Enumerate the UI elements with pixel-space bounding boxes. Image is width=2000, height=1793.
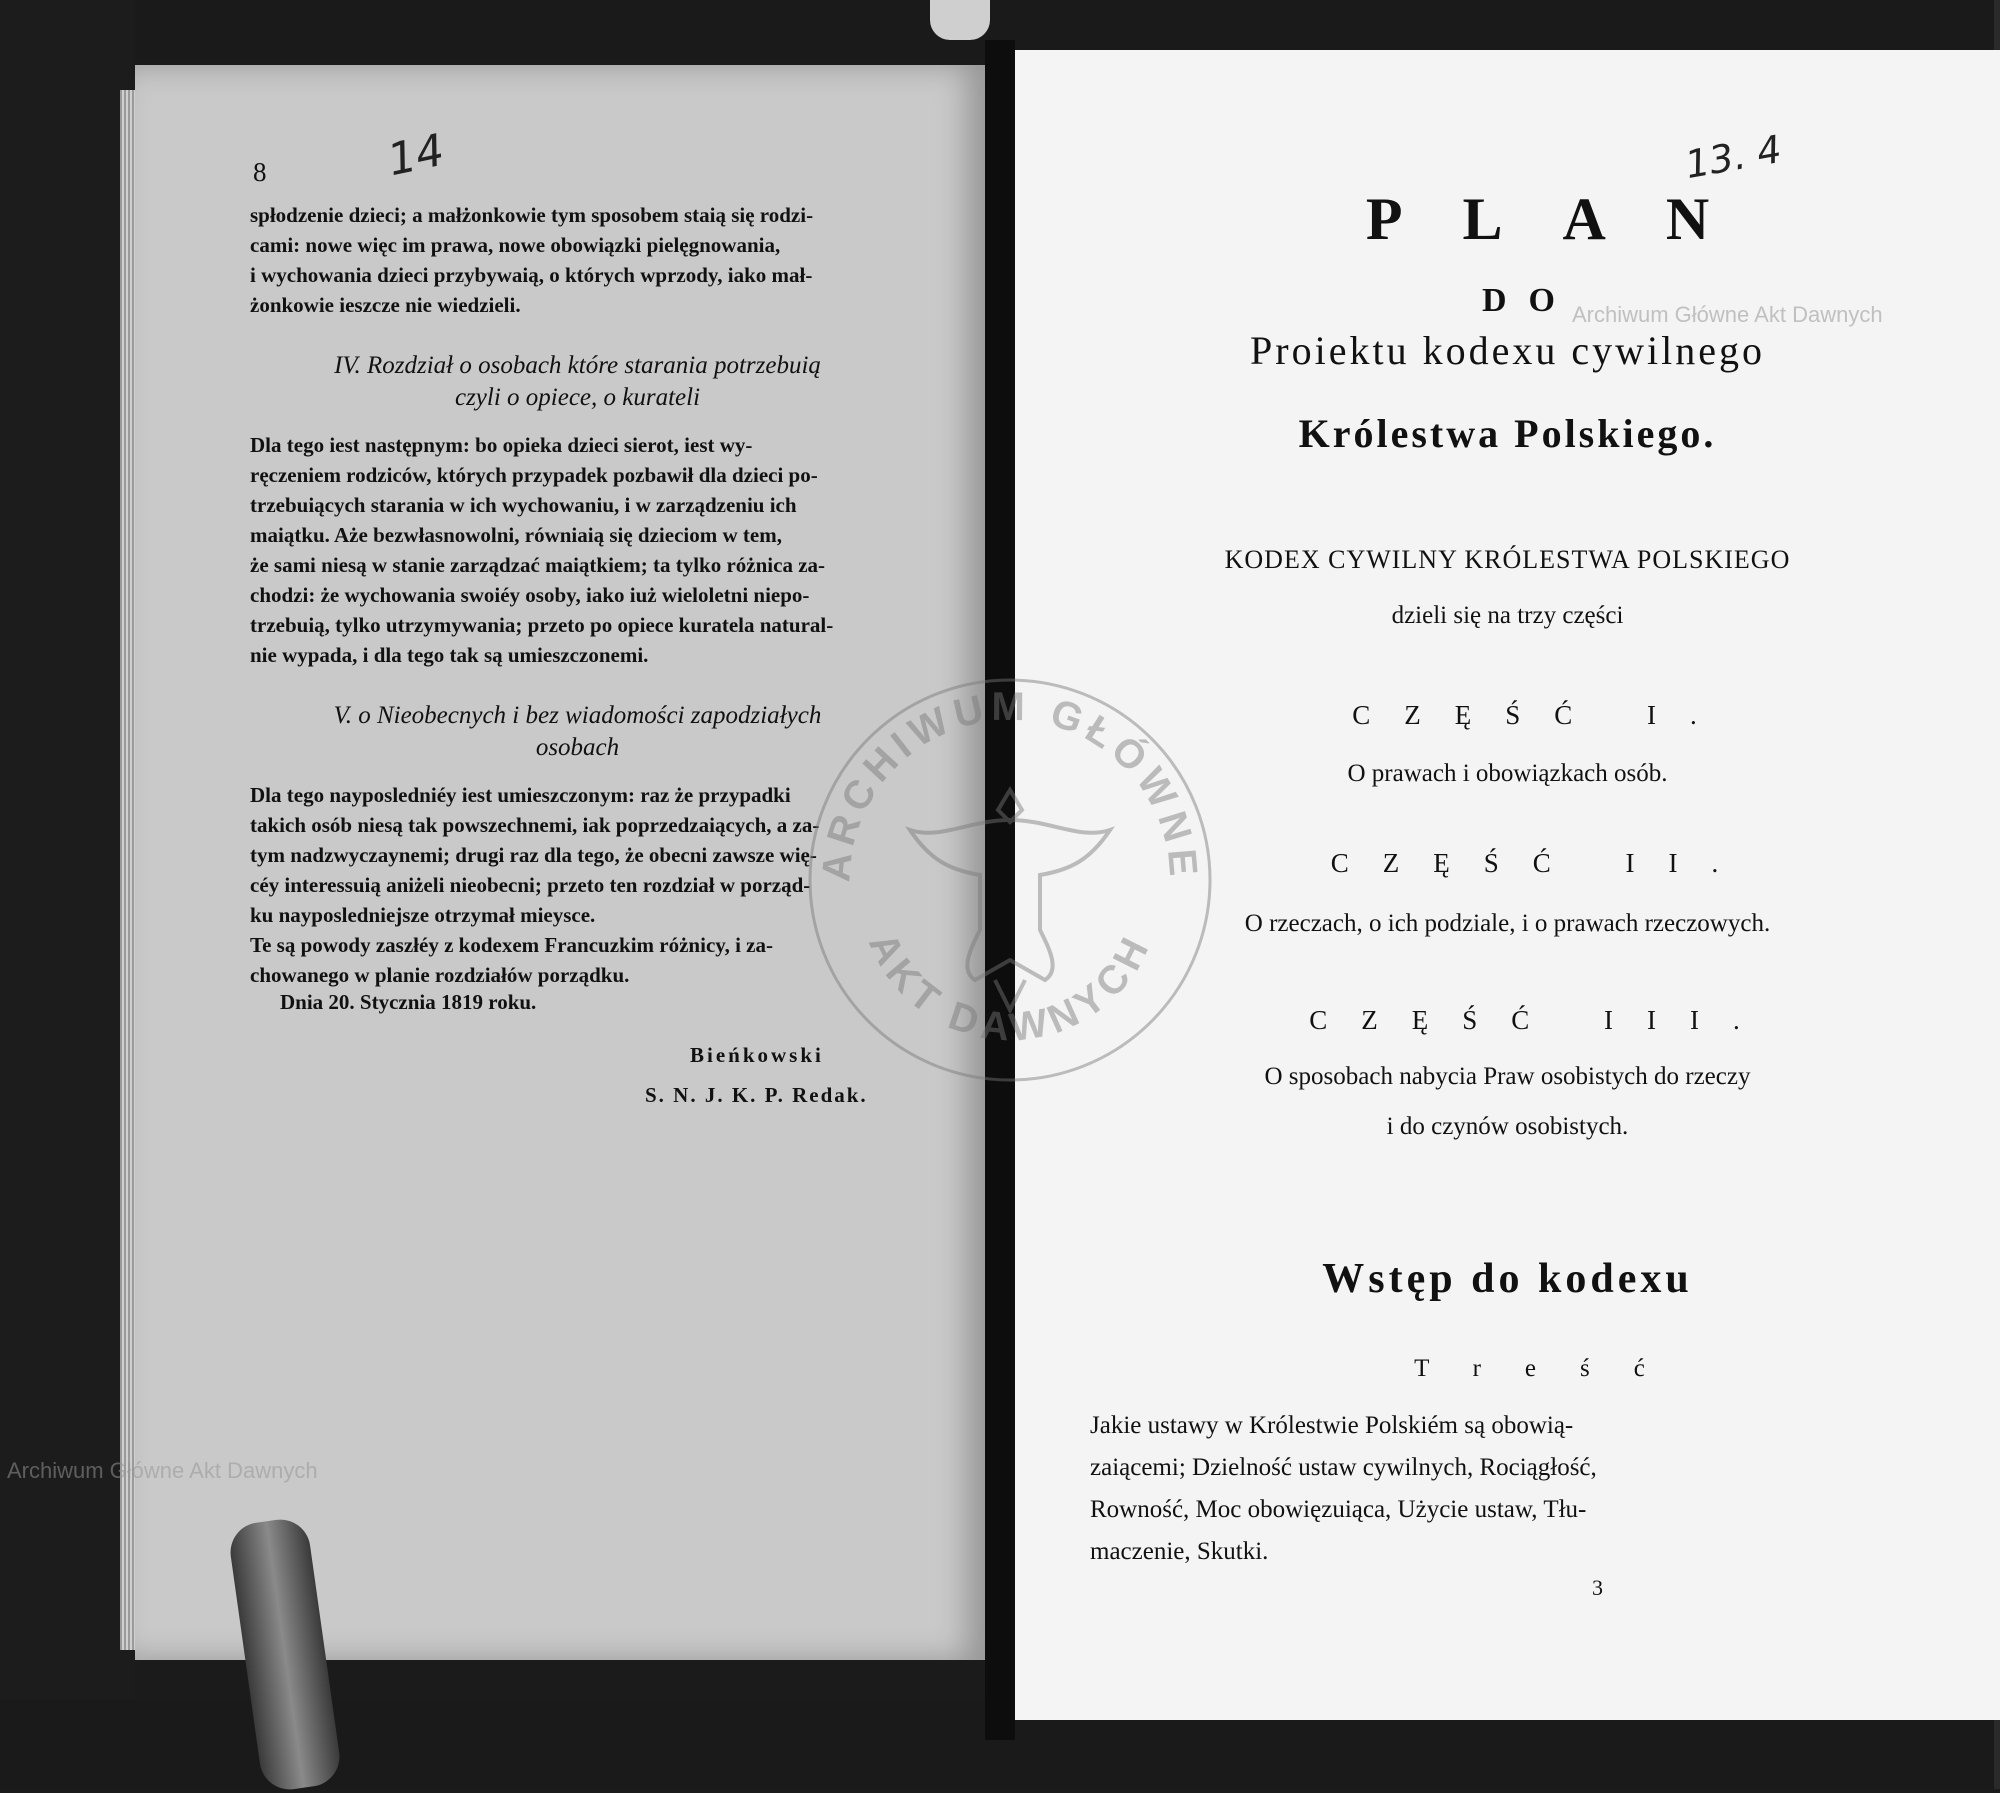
title-plan: PLAN <box>1365 186 1770 252</box>
archive-watermark-left: Archiwum Główne Akt Dawnych <box>7 1458 318 1483</box>
kodex-subheading: dzieli się na trzy części <box>1391 602 1624 629</box>
svg-text:ARCHIWUM GŁÓWNE <box>814 685 1205 884</box>
left-paragraph-1: spłodzenie dzieci; a małżonkowie tym sposobem staią się rodzi- cami: nowe więc im prawa, nowe obowiązki pielęgnowania, i wychowania dzieci przybywaią, o których wprzody, iako mał- żonkowie ieszcze nie wiedzieli. <box>250 203 814 317</box>
stamp-text-bottom: AKT DAWNYCH <box>860 926 1160 1051</box>
left-handwritten-note: 14 <box>383 124 449 187</box>
archive-stamp <box>800 670 1220 1090</box>
part-1-heading: CZĘŚĆ I. <box>1352 700 1731 730</box>
wstep-heading: Wstęp do kodexu <box>1322 1256 1693 1302</box>
part-2-text: O rzeczach, o ich podziale, i o prawach rzeczowych. <box>1244 910 1771 937</box>
kodex-heading: KODEX CYWILNY KRÓLESTWA POLSKIEGO <box>1224 545 1791 574</box>
left-paragraph-3: Dla tego nayposledniéy iest umieszczonym: raz że przypadki takich osób niesą tak powszechnemi, iak poprzedzaiących, a za- tym nadzwyczaynemi; drugi raz dla tego, że obecni zawsze wię- céy interessuią aniżeli nieobecni; przeto ten rozdział w porząd- ku nayposledniejsze otrzymał mieysce. Te są powody zaszłéy z kodexem Francuzkim różnicy, i za- chowanego w planie rozdziałów porządku. <box>250 783 820 987</box>
section-heading-v: V. o Nieobecnych i bez wiadomości zapodziałych osobach <box>333 702 822 761</box>
part-3-text: O sposobach nabycia Praw osobistych do rzeczy <box>1264 1063 1751 1090</box>
left-paragraph-2: Dla tego iest następnym: bo opieka dzieci sierot, iest wy- ręczeniem rodziców, których przypadek pozbawił dla dzieci po- trzebuiących starania w ich wychowaniu, i w zarządzeniu ich maiątku. Aże bezwłasnowolni, równiaią się dzieciom w tem, że sami niesą w stanie zarządzać maiątkiem; ta tylko różnica za- chodzi: że wychowania swoiéy osoby, iako iuż wieloletni niepo- trzebuią, tylko utrzymywania; przeto po opiece kuratela natural- nie wypada, i dla tego tak są umieszczonemi. <box>250 433 834 667</box>
archive-watermark-right: Archiwum Główne Akt Dawnych <box>1572 302 1883 327</box>
signature-title: S. N. J. K. P. Redak. <box>645 1083 868 1107</box>
section-heading-iv: IV. Rozdział o osobach które starania potrzebuią czyli o opiece, o kurateli <box>334 352 821 411</box>
tresc-body: Jakie ustawy w Królestwie Polskiém są obowią- zaiącemi; Dzielność ustaw cywilnych, Rociągłość, Rowność, Moc obowięzuiąca, Użycie ustaw, Tłu- maczenie, Skutki. <box>1090 1412 1597 1565</box>
document-date: Dnia 20. Stycznia 1819 roku. <box>280 990 537 1014</box>
left-page-number: 8 <box>253 157 267 187</box>
right-page-number: 3 <box>1592 1575 1603 1600</box>
eagle-emblem-icon <box>910 790 1110 1010</box>
tresc-heading: Treść <box>1414 1355 1689 1382</box>
part-1-text: O prawach i obowiązkach osób. <box>1347 760 1668 787</box>
signature-name: Bieńkowski <box>690 1043 824 1067</box>
scan-background-left <box>0 0 135 1789</box>
scan-clip <box>930 0 990 40</box>
title-do: DO <box>1482 282 1577 319</box>
stamp-text-top: ARCHIWUM GŁÓWNE <box>814 684 1206 884</box>
right-handwritten-note: 13. 4 <box>1681 126 1785 188</box>
svg-text:AKT DAWNYCH <box>860 926 1160 1050</box>
part-3-heading: CZĘŚĆ III. <box>1309 1005 1774 1035</box>
part-2-heading: CZĘŚĆ II. <box>1330 848 1753 878</box>
title-line-2: Królestwa Polskiego. <box>1298 411 1717 456</box>
title-line-1: Proiektu kodexu cywilnego <box>1250 328 1765 373</box>
part-3-text-continued: i do czynów osobistych. <box>1386 1113 1629 1140</box>
